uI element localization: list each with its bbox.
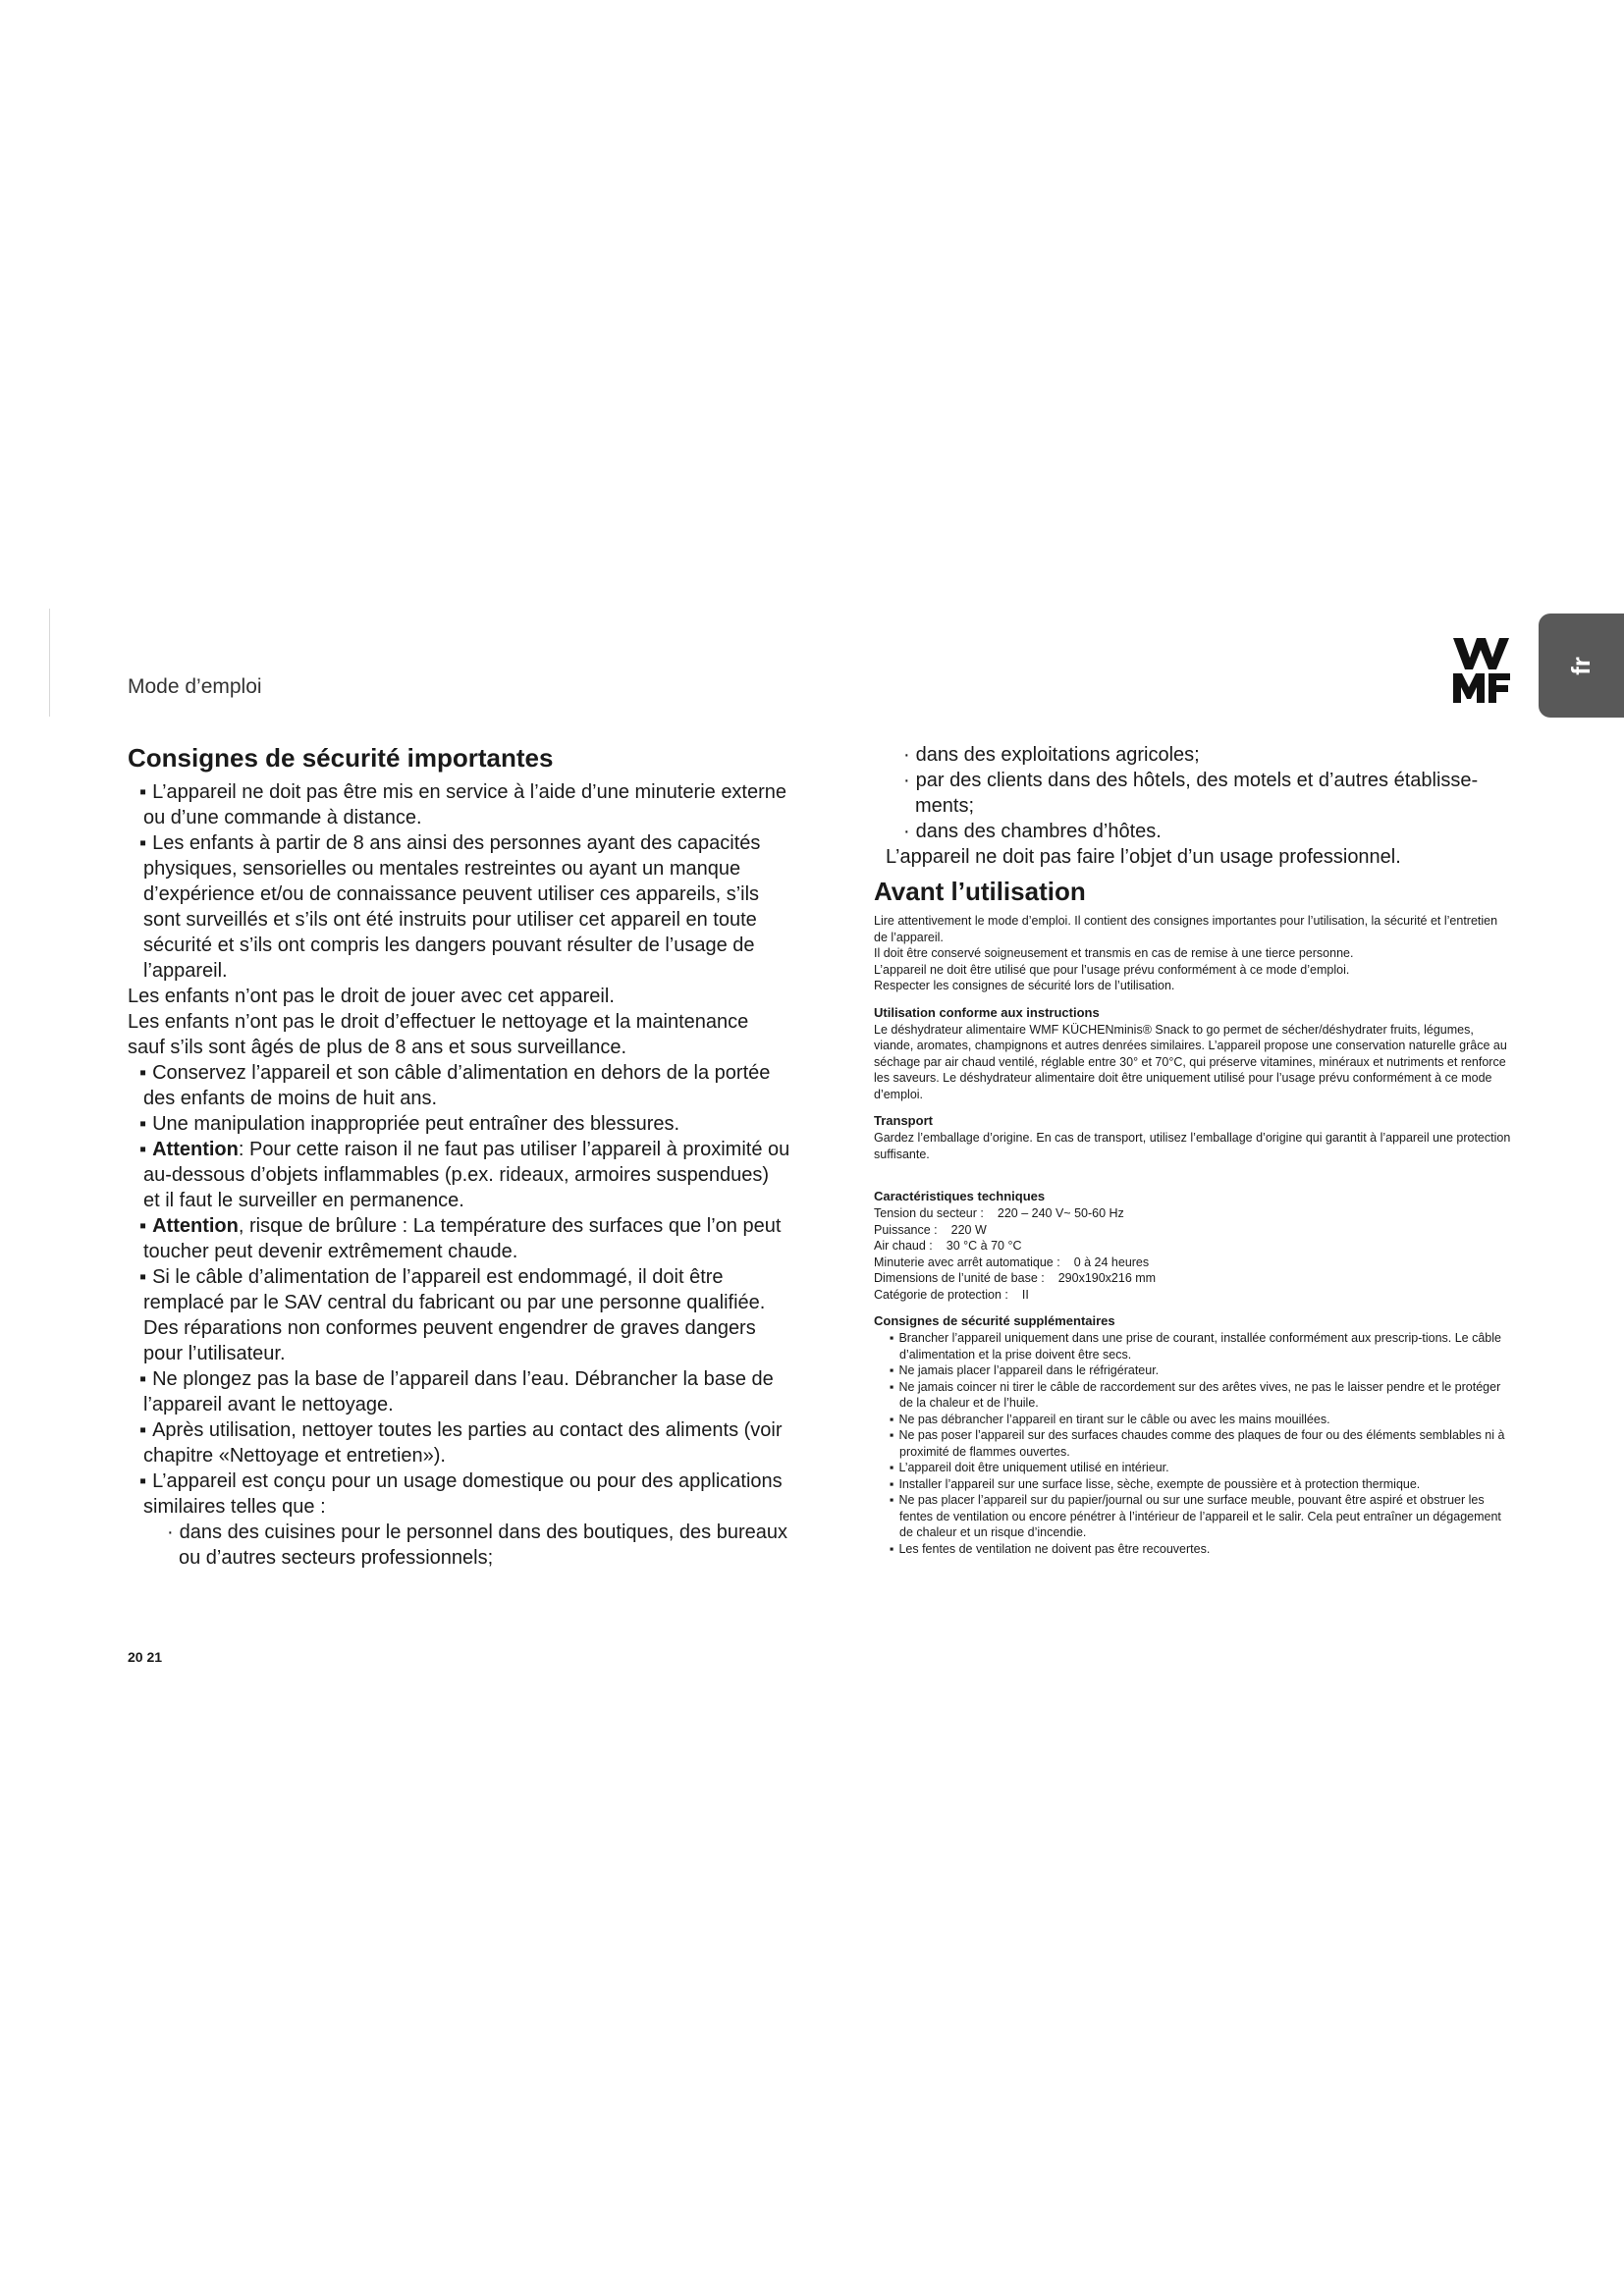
safety-item <box>128 1213 790 1264</box>
intro-paragraph: Il doit être conservé soigneusement et transmis en cas de remise à une tierce personne. <box>874 946 1354 960</box>
page-numbers: 20 21 <box>128 1649 163 1665</box>
safety-item: Les enfants n’ont pas le droit d’effectuer le nettoyage et la maintenance sauf s’ils sont âgés de plus de 8 ans et sous surveillance. <box>128 1011 749 1058</box>
safety-list-continued <box>874 742 1512 870</box>
extra-safety-item: ▪ Brancher l’appareil uniquement dans une prise de courant, installée conformément aux prescrip-tions. Le câble d’alimentation et la prise doivent être secs. <box>874 1330 1512 1362</box>
spec-value: II <box>1021 1287 1029 1302</box>
safety-item: · dans des exploitations agricoles; <box>874 742 1512 768</box>
spec-label: Air chaud : <box>874 1239 933 1253</box>
safety-item: ▪ L’appareil est conçu pour un usage domestique ou pour des applications similaires telles que : <box>128 1468 790 1520</box>
spec-row <box>874 1270 1512 1287</box>
safety-item: ▪ Une manipulation inappropriée peut entraîner des blessures. <box>128 1111 790 1137</box>
extra-safety-item: ▪ Ne pas débrancher l’appareil en tirant sur le câble ou avec les mains mouillées. <box>874 1412 1512 1428</box>
right-column <box>874 742 1512 1557</box>
spec-row <box>874 1287 1512 1304</box>
intro-paragraph: L’appareil ne doit être utilisé que pour l’usage prévu conformément à ce mode d’emploi. <box>874 962 1350 977</box>
safety-item: · dans des chambres d’hôtes. <box>874 819 1512 844</box>
usage-title: Utilisation conforme aux instructions <box>874 1004 1100 1020</box>
spec-value: 220 W <box>950 1222 987 1237</box>
spec-label: Tension du secteur : <box>874 1206 984 1220</box>
safety-item: · par des clients dans des hôtels, des motels et d’autres établisse-ments; <box>874 768 1512 819</box>
spec-label: Dimensions de l’unité de base : <box>874 1271 1045 1285</box>
spec-value: 290x190x216 mm <box>1057 1271 1157 1285</box>
extra-safety-item: ▪ Ne pas placer l’appareil sur du papier/journal ou sur une surface meuble, pouvant être aspiré et obstruer les fentes de ventilation ou encore pénétrer à l’intérieur de l’appareil et le salir. Cela peut entraîner un dégagement de chaleur et un risque d’incendie. <box>874 1492 1512 1541</box>
extra-safety-title: Consignes de sécurité supplémentaires <box>874 1313 1115 1328</box>
specs-title: Caractéristiques techniques <box>874 1189 1046 1203</box>
specs-list <box>874 1205 1512 1303</box>
spec-row <box>874 1222 1512 1239</box>
safety-item-text: , risque de brûlure : La température des surfaces que l’on peut toucher peut devenir extrêmement chaude. <box>143 1215 782 1262</box>
safety-title: Consignes de sécurité importantes <box>128 743 554 773</box>
before-use-intro <box>874 913 1512 994</box>
spec-row <box>874 1255 1512 1271</box>
intro-paragraph: Respecter les consignes de sécurité lors de l’utilisation. <box>874 979 1175 992</box>
safety-item: ▪ Ne plongez pas la base de l’appareil dans l’eau. Débrancher la base de l’appareil avant le nettoyage. <box>128 1366 790 1417</box>
spec-row <box>874 1205 1512 1222</box>
safety-item-emphasis: Attention <box>152 1215 239 1237</box>
extra-safety-item: ▪ Installer l’appareil sur une surface lisse, sèche, exempte de poussière et à protection thermique. <box>874 1476 1512 1493</box>
extra-safety-item: ▪ Ne pas poser l’appareil sur des surfaces chaudes comme des plaques de four ou des éléments semblables ni à proximité de flammes ouvertes. <box>874 1427 1512 1460</box>
transport-title: Transport <box>874 1113 933 1128</box>
spec-label: Minuterie avec arrêt automatique : <box>874 1255 1060 1269</box>
extra-safety-item: ▪ Les fentes de ventilation ne doivent pas être recouvertes. <box>874 1541 1512 1558</box>
extra-safety-list <box>874 1330 1512 1557</box>
before-use-title: Avant l’utilisation <box>874 877 1086 906</box>
spec-value: 0 à 24 heures <box>1073 1255 1150 1269</box>
left-column <box>128 742 790 1571</box>
safety-item: ▪ Conservez l’appareil et son câble d’alimentation en dehors de la portée des enfants de moins de huit ans. <box>128 1060 790 1111</box>
language-tab-label: fr <box>1566 656 1596 675</box>
language-tab[interactable] <box>1539 614 1624 718</box>
wmf-logo <box>1451 636 1512 705</box>
safety-item: · dans des cuisines pour le personnel dans des boutiques, des bureaux ou d’autres secteurs professionnels; <box>128 1520 790 1571</box>
intro-paragraph: Lire attentivement le mode d’emploi. Il contient des consignes importantes pour l’utilisation, la sécurité et l’entretien de l’appareil. <box>874 914 1498 944</box>
extra-safety-item: ▪ Ne jamais placer l’appareil dans le réfrigérateur. <box>874 1362 1512 1379</box>
extra-safety-item: ▪ L’appareil doit être uniquement utilisé en intérieur. <box>874 1460 1512 1476</box>
safety-list <box>128 779 790 1571</box>
spec-value: 220 – 240 V~ 50-60 Hz <box>997 1206 1124 1220</box>
safety-item: ▪ Si le câble d’alimentation de l’appareil est endommagé, il doit être remplacé par le SAV central du fabricant ou par une personne qualifiée. Des réparations non conformes peuvent engendrer de graves dangers pour l’utilisateur. <box>128 1264 790 1366</box>
safety-item: ▪ Après utilisation, nettoyer toutes les parties au contact des aliments (voir chapitre «Nettoyage et entretien»). <box>128 1417 790 1468</box>
spec-label: Catégorie de protection : <box>874 1287 1008 1302</box>
safety-item: ▪ Les enfants à partir de 8 ans ainsi des personnes ayant des capacités physiques, sensorielles ou mentales restreintes ou ayant un manque d’expérience et/ou de connaissance peuvent utiliser ces appareils, s’ils sont surveillés et s’ils ont été instruits pour utiliser cet appareil en toute sécurité et s’ils ont compris les dangers pouvant résulter de l’usage de l’appareil. <box>128 830 790 984</box>
safety-item <box>128 1137 790 1213</box>
spec-label: Puissance : <box>874 1222 938 1237</box>
spec-value: 30 °C à 70 °C <box>946 1239 1022 1253</box>
header-label: Mode d’emploi <box>128 675 262 698</box>
crop-mark <box>49 609 50 717</box>
safety-item-emphasis: Attention <box>152 1139 239 1160</box>
transport-text: Gardez l’emballage d’origine. En cas de transport, utilisez l’emballage d’origine qui garantit à l’appareil une protection suffisante. <box>874 1131 1511 1161</box>
spec-row <box>874 1238 1512 1255</box>
usage-text: Le déshydrateur alimentaire WMF KÜCHENminis® Snack to go permet de sécher/déshydrater fruits, légumes, viande, aromates, champignons et autres denrées similaires. L’appareil propose une conservation naturelle grâce au séchage par air chaud ventilé, réglable entre 30° et 70°C, qui préserve vitamines, minéraux et nutriments et renforce les saveurs. Le déshydrateur alimentaire doit être uniquement utilisé pour l’usage prévu conformément à ce mode d’emploi. <box>874 1022 1507 1101</box>
safety-item-text: : Pour cette raison il ne faut pas utiliser l’appareil à proximité ou au-dessous d’objets inflammables (p.ex. rideaux, armoires suspendues) et il faut le surveiller en permanence. <box>143 1139 790 1211</box>
safety-item: L’appareil ne doit pas faire l’objet d’un usage professionnel. <box>886 846 1401 868</box>
safety-item: ▪ L’appareil ne doit pas être mis en service à l’aide d’une minuterie externe ou d’une commande à distance. <box>128 779 790 830</box>
extra-safety-item: ▪ Ne jamais coincer ni tirer le câble de raccordement sur des arêtes vives, ne pas le laisser pendre et le protéger de la chaleur et de l’huile. <box>874 1379 1512 1412</box>
safety-item: Les enfants n’ont pas le droit de jouer avec cet appareil. <box>128 986 615 1007</box>
